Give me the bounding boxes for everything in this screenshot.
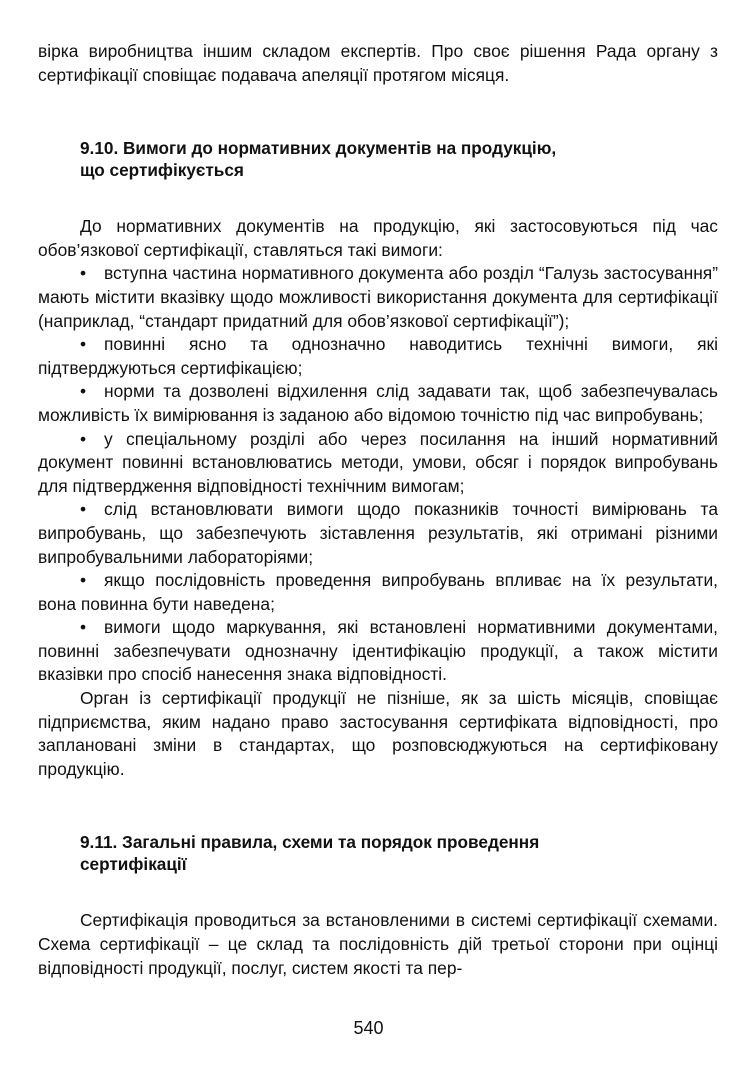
bullet-icon: • — [80, 570, 87, 591]
section-heading-9-11 — [38, 831, 718, 875]
heading-line: 9.10. Вимоги до нормативних документів на продукцію, — [80, 138, 557, 159]
list-item — [38, 428, 718, 499]
section-heading-9-10 — [38, 137, 718, 181]
bullet-icon: • — [80, 334, 87, 355]
page-number: 540 — [353, 1018, 384, 1038]
list-item-text: якщо послідовність проведення випробувань впливає на їх результати, вона повинна бути наведена; — [38, 570, 718, 614]
bullet-icon: • — [80, 381, 87, 402]
list-item — [38, 380, 718, 427]
heading-line: що сертифікується — [80, 160, 244, 181]
intro-paragraph: вірка виробництва іншим складом експертів. Про своє рішення Рада органу з сертифікації сповіщає подавача апеляції протягом місяця. — [38, 41, 718, 85]
list-item — [38, 498, 718, 569]
list-item-text: слід встановлювати вимоги щодо показників точності вимірювань та випробувань, що забезпечують зіставлення результатів, які отримані різними випробувальними лабораторіями; — [38, 499, 718, 567]
list-item-text: вступна частина нормативного документа або розділ “Галузь застосування” мають містити вказівку щодо можливості використання документа для сертифікації (наприклад, “стандарт придатний для обов’язкової сертифікації”); — [38, 263, 718, 331]
list-item-text: повинні ясно та однозначно наводитись технічні вимоги, які підтверджуються сертифікацією; — [38, 334, 718, 378]
bullet-icon: • — [80, 263, 87, 284]
bullet-icon: • — [80, 428, 87, 449]
requirements-list — [38, 262, 718, 687]
page-body — [38, 40, 718, 980]
bullet-icon: • — [80, 617, 87, 638]
list-item-text: у спеціальному розділі або через посилання на інший нормативний документ повинні встановлюватись методи, умови, обсяг і порядок випробувань для підтвердження відповідності технічним вимогам; — [38, 428, 718, 496]
list-item — [38, 616, 718, 687]
list-item — [38, 569, 718, 616]
heading-line: 9.11. Загальні правила, схеми та порядок проведення — [80, 832, 540, 853]
list-item — [38, 333, 718, 380]
list-item — [38, 262, 718, 333]
list-item-text: вимоги щодо маркування, які встановлені нормативними документами, повинні забезпечувати однозначну ідентифікацію продукції, а також містити вказівки про спосіб нанесення знака відповідності. — [38, 617, 718, 685]
list-item-text: норми та дозволені відхилення слід задавати так, щоб забезпечувалась можливість їх вимірювання із заданою або відомою точністю під час випробувань; — [38, 381, 718, 425]
closing-paragraph: Орган із сертифікації продукції не пізніше, як за шість місяців, сповіщає підприємства, яким надано право застосування сертифіката відповідності, про заплановані зміни в стандартах, що розповсюджуються на сертифіковану продукцію. — [38, 688, 718, 779]
bullet-icon: • — [80, 499, 87, 520]
heading-line: сертифікації — [80, 854, 187, 875]
section-lead-paragraph: Сертифікація проводиться за встановленими в системі сертифікації схемами. Схема сертифікації – це склад та послідовність дій третьої сторони при оцінці відповідності продукції, послуг, систем якості та пер- — [38, 910, 718, 978]
section-lead-paragraph: До нормативних документів на продукцію, які застосовуються під час обов’язкової сертифікації, ставляться такі вимоги: — [38, 216, 718, 260]
